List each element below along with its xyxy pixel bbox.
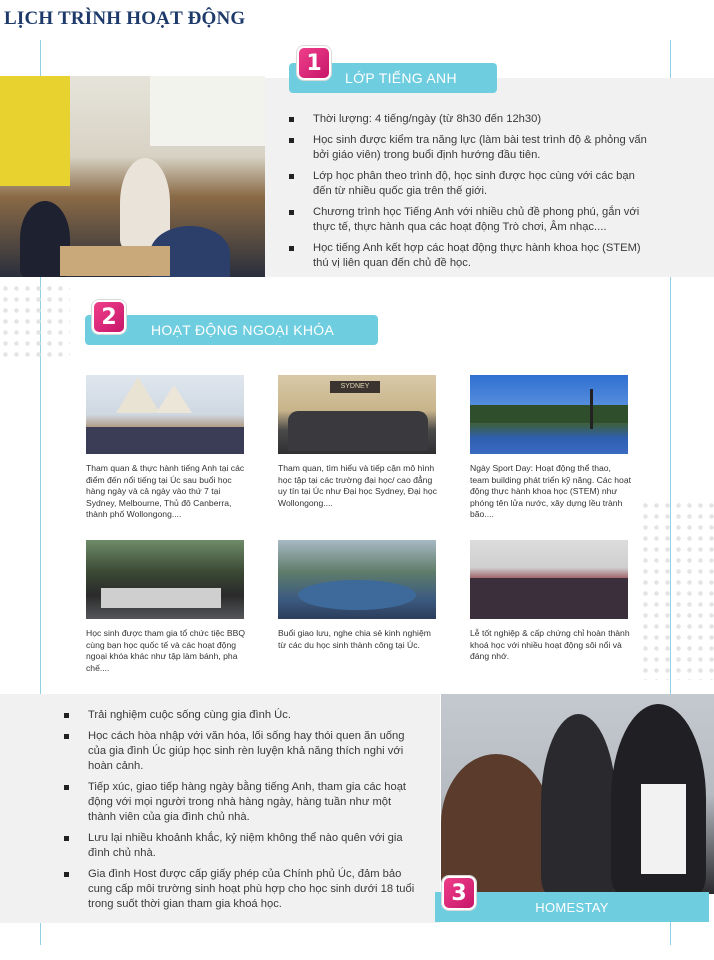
section1-bullet-list <box>287 112 647 277</box>
section3-bullet-list <box>62 708 422 918</box>
section3-number: 3 <box>451 880 467 906</box>
list-item: Thời lượng: 4 tiếng/ngày (từ 8h30 đến 12h30) <box>287 112 647 127</box>
group-crowd <box>86 427 244 454</box>
caption-university-visit: Tham quan, tìm hiểu và tiếp cận mô hình học tập tại các trường đại học/ cao đẳng uy tín tại Úc như Đại học Sydney, Đại học Wollongong.... <box>278 463 437 508</box>
opera-house-photo <box>86 375 244 454</box>
group-crowd <box>288 411 428 451</box>
section2-heading-bar <box>85 315 378 345</box>
opera-shell <box>116 377 160 413</box>
section3-number-badge <box>442 876 476 910</box>
graduates-group <box>470 578 628 619</box>
section2-number: 2 <box>101 304 117 330</box>
bbq-table <box>101 588 221 608</box>
section2-heading: HOẠT ĐỘNG NGOẠI KHÓA <box>151 322 335 338</box>
list-item: Lớp học phân theo trình độ, học sinh được học cùng với các bạn đến từ nhiều quốc gia trên thế giới. <box>287 169 647 199</box>
section1-heading: LỚP TIẾNG ANH <box>345 70 457 86</box>
list-item: Lưu lại nhiều khoảnh khắc, kỷ niệm không thể nào quên với gia đình chủ nhà. <box>62 831 422 861</box>
exchange-talk-photo <box>278 540 436 619</box>
list-item: Học cách hòa nhập với văn hóa, lối sống hay thói quen ăn uống của gia đình Úc giúp học sinh rèn luyện khả năng thích nghi với hoàn cảnh. <box>62 729 422 774</box>
section3-heading: HOMESTAY <box>535 899 609 915</box>
caption-bbq: Học sinh được tham gia tổ chức tiệc BBQ cùng bạn học quốc tế và các hoạt động ngoại khóa khác như tập làm bánh, pha chế.... <box>86 628 246 673</box>
caption-sightseeing: Tham quan & thực hành tiếng Anh tại các điểm đến nổi tiếng tại Úc sau buổi học hàng ngày và cả ngày vào thứ 7 tại Sydney, Melbourne, Thủ đô Canberra, thành phố Wollongong.... <box>86 463 245 519</box>
yellow-wall <box>0 76 70 186</box>
caption-sport-day: Ngày Sport Day: Hoạt động thể thao, team building phát triển kỹ năng. Các hoạt động thực hành khoa học (STEM) như phóng tên lửa nước, xây dựng lều trành bão.... <box>470 463 631 519</box>
section2-number-badge <box>92 300 126 334</box>
homestay-photo <box>441 694 714 894</box>
student-figure <box>541 714 616 894</box>
desk <box>60 246 170 276</box>
page-title: LỊCH TRÌNH HOẠT ĐỘNG <box>4 8 246 29</box>
whiteboard <box>150 76 265 146</box>
university-photo <box>278 375 436 454</box>
dot-pattern <box>0 283 70 363</box>
caption-graduation: Lễ tốt nghiệp & cấp chứng chỉ hoàn thành khoá học với nhiều hoạt động sôi nổi và đáng nhớ. <box>470 628 630 661</box>
graduation-photo <box>470 540 628 619</box>
opera-shell <box>156 385 192 413</box>
list-item: Gia đình Host được cấp giấy phép của Chính phủ Úc, đảm bảo cung cấp môi trường sinh hoạt phù hợp cho học sinh dưới 18 tuổi trong suốt thời gian tham gia khoá học. <box>62 867 422 912</box>
university-sign: SYDNEY <box>330 381 380 393</box>
basketball-pole <box>590 389 593 429</box>
list-item: Tiếp xúc, giao tiếp hàng ngày bằng tiếng Anh, tham gia các hoạt động với mọi người trong nhà hàng ngày, hàng tuần như một thành viên của gia đình chủ nhà. <box>62 780 422 825</box>
host-figure <box>441 754 551 894</box>
list-item: Học sinh được kiểm tra năng lực (làm bài test trình độ & phỏng vấn bởi giáo viên) trong buổi định hướng đầu tiên. <box>287 133 647 163</box>
classroom-photo <box>0 76 265 277</box>
list-item: Chương trình học Tiếng Anh với nhiều chủ đề phong phú, gắn với thực tế, thực hành qua các hoạt động Trò chơi, Âm nhạc.... <box>287 205 647 235</box>
list-item: Học tiếng Anh kết hợp các hoạt động thực hành khoa học (STEM) thú vị liên quan đến chủ đề học. <box>287 241 647 271</box>
caption-exchange: Buổi giao lưu, nghe chia sẻ kinh nghiệm từ các du học sinh thành công tại Úc. <box>278 628 431 650</box>
bbq-photo <box>86 540 244 619</box>
section1-number-badge <box>297 46 331 80</box>
sport-day-photo <box>470 375 628 454</box>
seated-circle <box>298 580 416 610</box>
list-item: Trải nghiệm cuộc sống cùng gia đình Úc. <box>62 708 422 723</box>
section3-heading-bar <box>435 892 709 922</box>
dot-pattern <box>640 500 714 680</box>
tree-line <box>470 405 628 423</box>
section1-number: 1 <box>306 50 322 76</box>
white-shirt <box>641 784 686 874</box>
